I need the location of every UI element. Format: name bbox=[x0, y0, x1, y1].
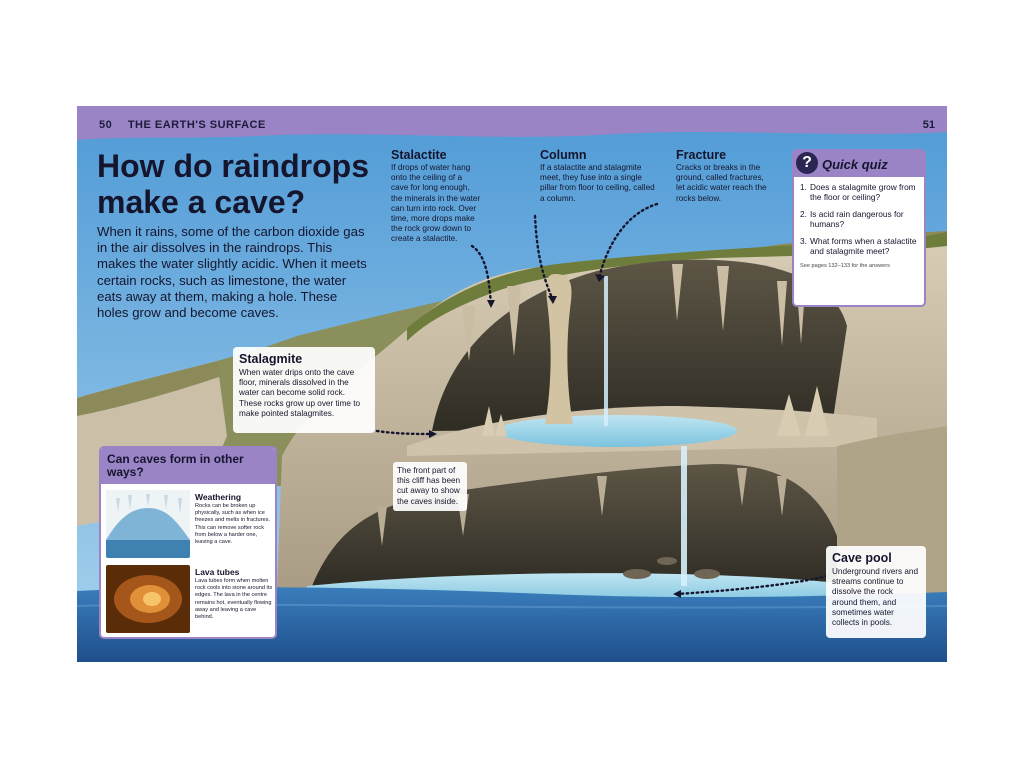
weathering-item bbox=[195, 492, 273, 546]
quiz-title: Quick quiz bbox=[822, 157, 888, 172]
quick-quiz-panel bbox=[792, 149, 926, 307]
other-ways-title: Can caves form in other ways? bbox=[107, 452, 244, 479]
fracture-text: Cracks or breaks in the ground, called fractures, let acidic water reach the rocks below. bbox=[676, 163, 767, 203]
right-page-number: 51 bbox=[922, 119, 935, 131]
weathering-text: Rocks can be broken up physically, such as when ice freezes and melts in fractures. This can remove softer rock from below a harder one, leaving a cave. bbox=[195, 503, 270, 546]
column-title: Column bbox=[540, 148, 587, 162]
lava-tubes-item bbox=[195, 567, 273, 621]
weathering-title: Weathering bbox=[195, 492, 242, 502]
section-title: THE EARTH'S SURFACE bbox=[127, 119, 266, 131]
page-header bbox=[77, 106, 947, 146]
other-ways-panel bbox=[99, 446, 277, 639]
quiz-question bbox=[800, 182, 919, 202]
quiz-question-number: 1. bbox=[800, 182, 807, 192]
lava-tubes-text: Lava tubes form when molten rock cools into stone around its edges. The lava in the centre remains hot, eventually flowing away and leaving a cave behind. bbox=[195, 578, 273, 621]
stalactite-label bbox=[391, 148, 481, 245]
quiz-question-number: 2. bbox=[800, 209, 807, 219]
fracture-title: Fracture bbox=[676, 148, 727, 162]
book-spread bbox=[77, 106, 947, 662]
stalagmite-title: Stalagmite bbox=[239, 352, 303, 366]
left-page-number: 50 bbox=[99, 119, 113, 131]
quiz-question bbox=[800, 209, 919, 229]
left-page-label bbox=[99, 119, 266, 131]
cave-pool-title: Cave pool bbox=[832, 551, 892, 565]
stalactite-text: If drops of water hang onto the ceiling of a cave for long enough, the minerals in the water can turn into rock. Over time, more drops make the rock grow down to create a stalactite. bbox=[391, 163, 481, 244]
quiz-question-number: 3. bbox=[800, 236, 807, 246]
quiz-header bbox=[792, 149, 926, 179]
column-text: If a stalactite and stalagmite meet, they fuse into a single pillar from floor to ceiling, called a column. bbox=[540, 163, 655, 203]
stalagmite-box bbox=[233, 347, 375, 433]
quiz-footer: See pages 132–133 for the answers bbox=[800, 263, 890, 269]
stalagmite-text: When water drips onto the cave floor, minerals dissolved in the water can become solid rock. These rocks grow up over time to make pointed stalagmites. bbox=[239, 368, 361, 418]
stalactite-title: Stalactite bbox=[391, 148, 447, 162]
quiz-question-text: What forms when a stalactite and stalagmite meet? bbox=[810, 236, 917, 256]
quiz-question bbox=[800, 236, 919, 256]
fracture-label bbox=[676, 148, 772, 204]
intro-text: When it rains, some of the carbon dioxide gas in the air dissolves in the raindrops. This makes the water slightly acidic. When it meets certain rocks, such as limestone, the water eats away at them, making a hole. These holes grow and become caves. bbox=[97, 224, 367, 321]
lava-tubes-title: Lava tubes bbox=[195, 567, 240, 577]
page-title: How do raindrops make a cave? bbox=[97, 148, 369, 220]
cave-pool-text: Underground rivers and streams continue to dissolve the rock around them, and sometimes water collects in pools. bbox=[832, 567, 919, 628]
quiz-question-text: Does a stalagmite grow from the floor or ceiling? bbox=[810, 182, 916, 202]
cutaway-note: The front part of this cliff has been cut away to show the caves inside. bbox=[393, 462, 467, 511]
cave-pool-box bbox=[826, 546, 926, 638]
weathering-photo bbox=[106, 490, 190, 558]
quiz-body bbox=[792, 177, 926, 307]
question-mark-icon: ? bbox=[796, 152, 818, 174]
other-ways-header bbox=[101, 448, 275, 484]
lava-tube-photo bbox=[106, 565, 190, 633]
column-label bbox=[540, 148, 656, 204]
quiz-question-text: Is acid rain dangerous for humans? bbox=[810, 209, 904, 229]
